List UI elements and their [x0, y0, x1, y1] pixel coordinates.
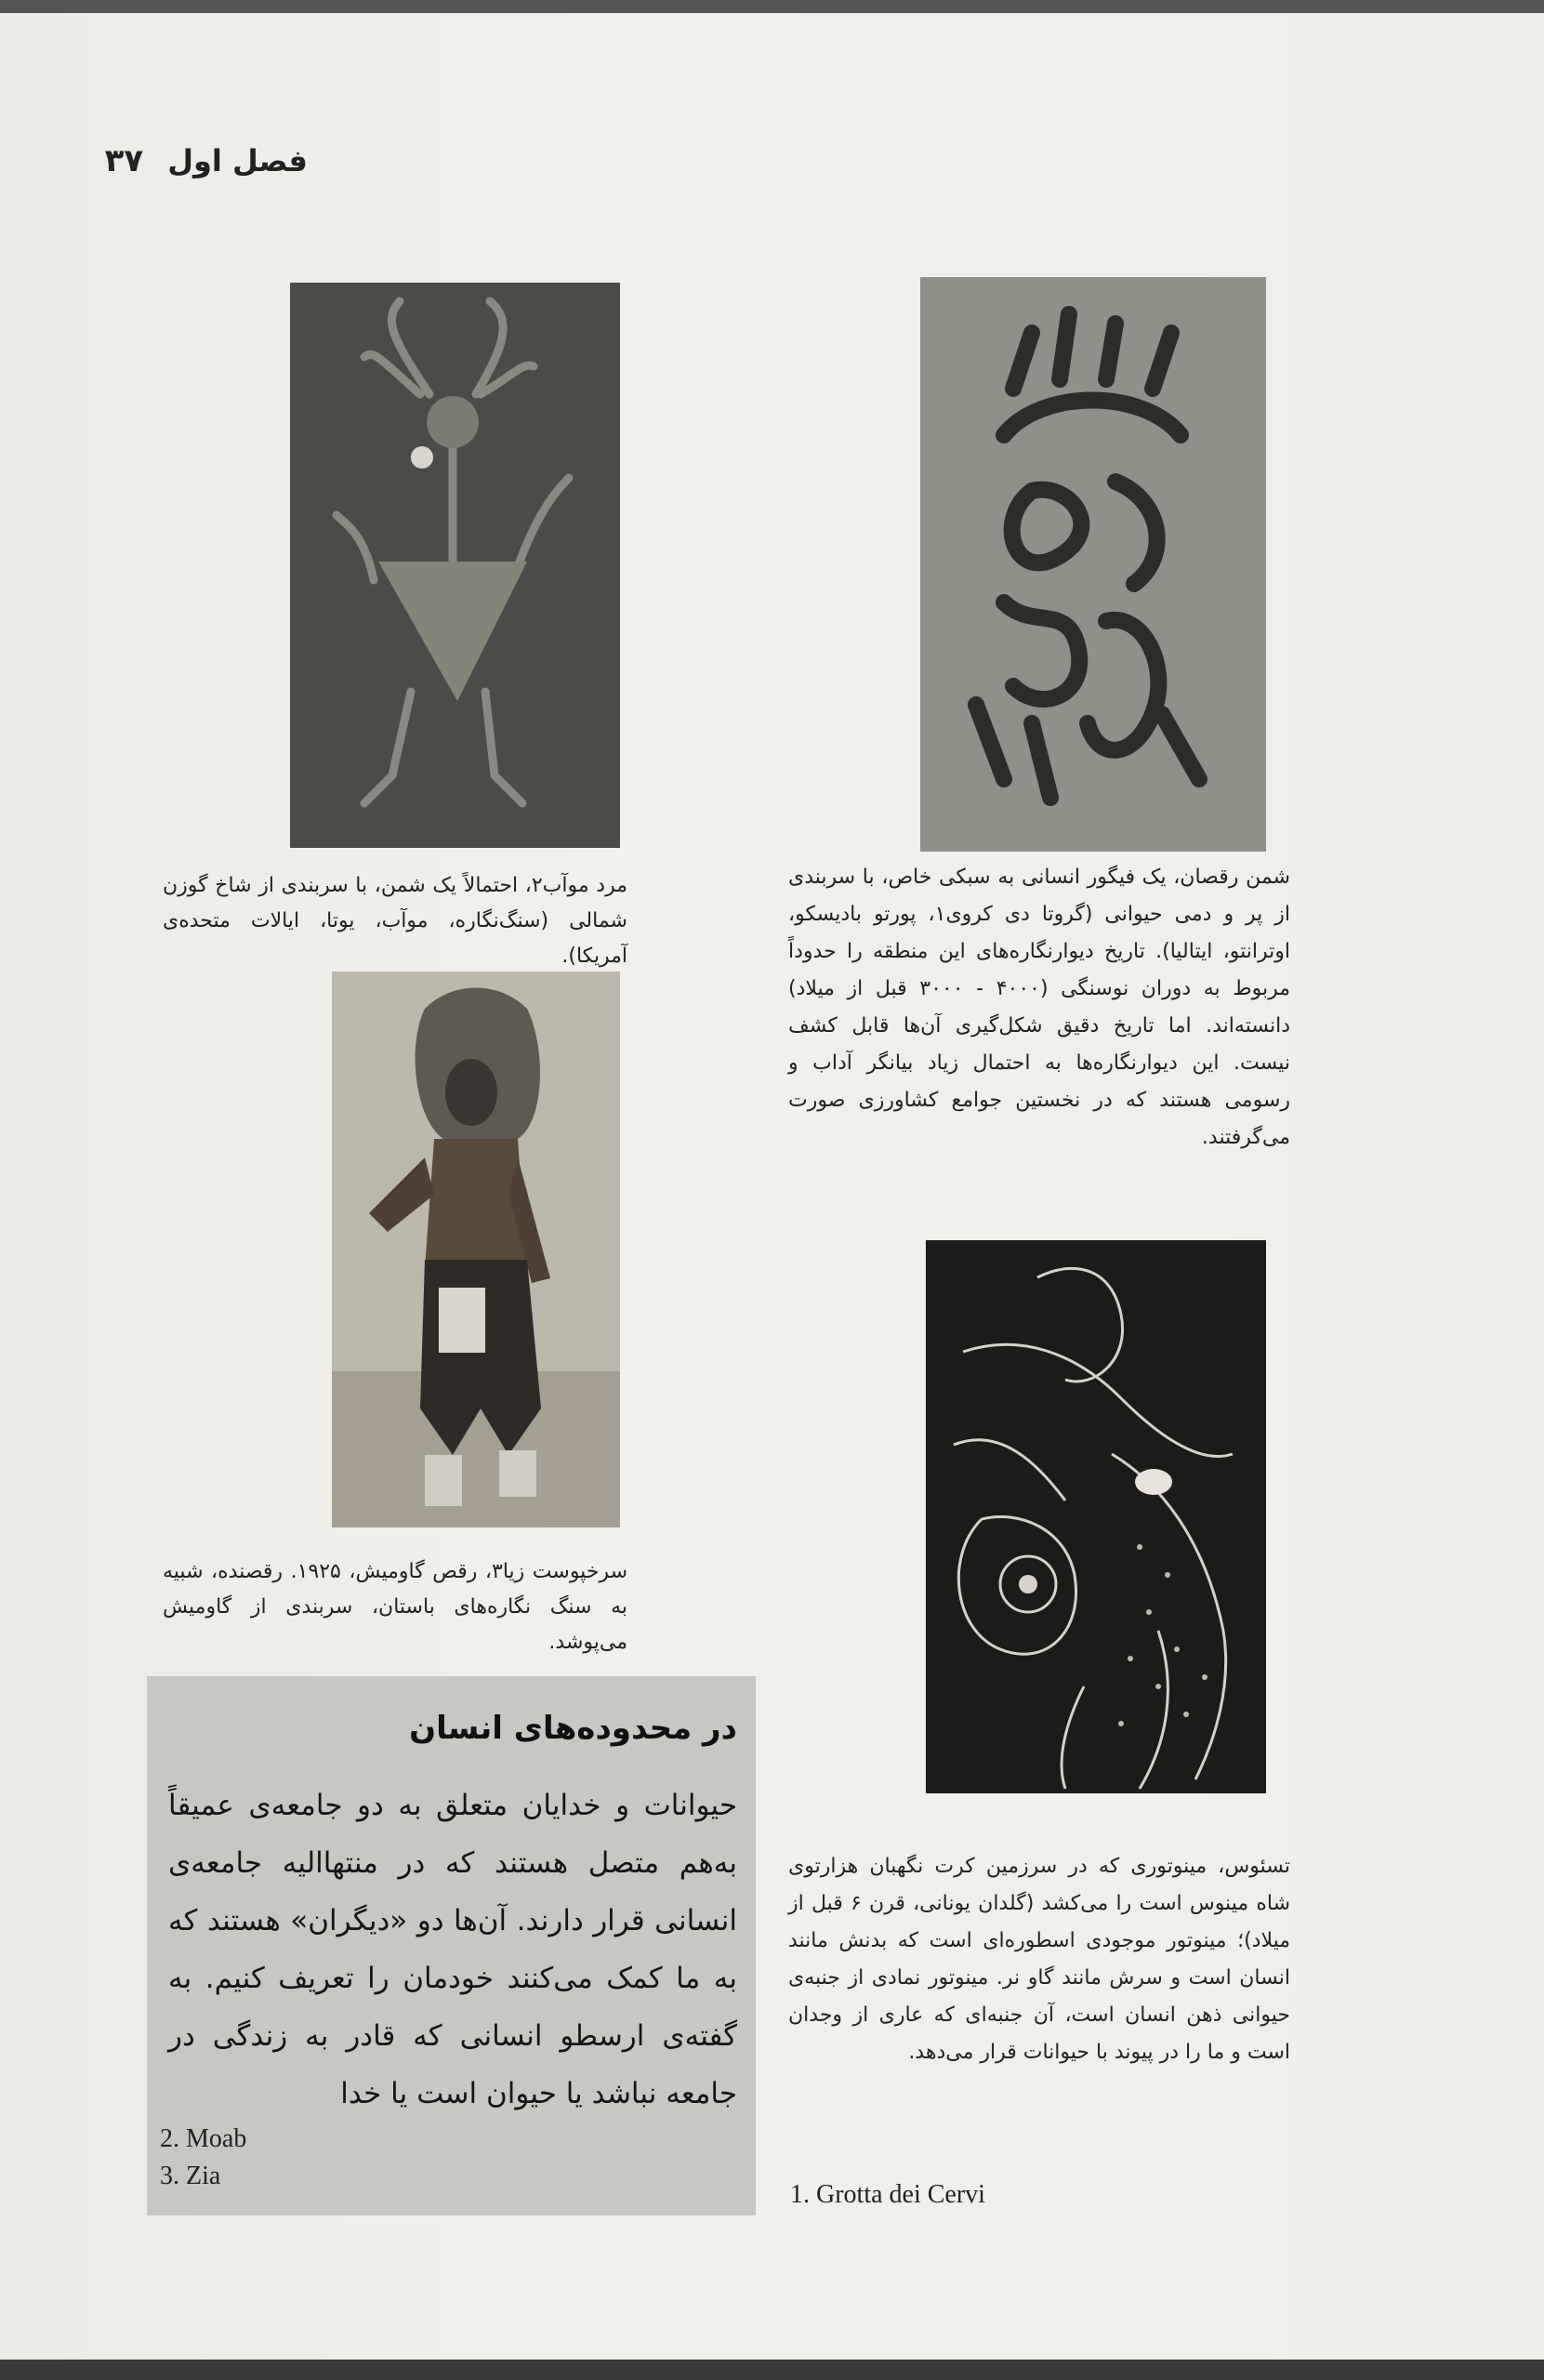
page-edge-top	[0, 0, 1544, 13]
zia-caption: سرخپوست زیا۳، رقص گاومیش، ۱۹۲۵. رقصنده، شبیه به سنگ نگاره‌های باستان، سربندی از گاومیش می‌پوشد.	[163, 1560, 627, 1654]
theseus-caption: تسئوس، مینوتوری که در سرزمین کرت نگهبان هزارتوی شاه مینوس است را می‌کشد (گلدان یونانی، قرن ۶ قبل از میلاد)؛ مینوتور موجودی اسطوره‌ای است که بدنش مانند انسان است و سرش مانند گاو نر. مینوتور نمادی از جنبه‌ی حیوانی ذهن انسان است، آن جنبه‌ای که عاری از وجدان است و ما را در پیوند با حیوانات قرار می‌دهد.	[788, 1855, 1291, 2064]
zia-buffalo-dancer-photo	[332, 972, 620, 1527]
sidebar-body: حیوانات و خدایان متعلق به دو جامعه‌ی عمیقاً به‌هم متصل هستند که در منتهاالیه جامعه‌ی انسانی قرار دارند. آن‌ها دو «دیگران» هستند که به ما کمک می‌کنند خودمان را تعریف کنیم. به گفته‌ی ارسطو انسانی که قادر به زندگی در جامعه نباشد یا حیوان است یا خدا	[168, 1789, 737, 2110]
chapter-title: فصل اول	[167, 143, 308, 178]
footnote-zia: 3. Zia	[160, 2162, 221, 2190]
grotta-cave-painting-photo	[920, 277, 1266, 852]
running-header	[103, 138, 308, 184]
footnote-grotta: 1. Grotta dei Cervi	[790, 2180, 985, 2209]
page-number: ۳۷	[104, 142, 144, 179]
theseus-minotaur-vase-photo	[926, 1240, 1266, 1793]
moab-caption: مرد موآب۲، احتمالاً یک شمن، با سربندی از شاخ گوزن شمالی (سنگ‌نگاره، موآب، یوتا، ایالات متحده‌ی آمریکا).	[163, 874, 627, 968]
moab-petroglyph-photo	[290, 283, 620, 848]
footnote-moab: 2. Moab	[160, 2124, 247, 2153]
page-edge-bottom	[0, 2360, 1544, 2380]
grotta-caption: شمن رقصان، یک فیگور انسانی به سبکی خاص، با سربندی از پر و دمی حیوانی (گروتا دی کروی۱، پورتو بادیسکو، اوترانتو، ایتالیا). تاریخ دیوارنگاره‌های این منطقه را حدوداً مربوط به دوران نوسنگی (۴۰۰۰ - ۳۰۰۰ قبل از میلاد) دانسته‌اند. اما تاریخ دقیق شکل‌گیری آن‌ها قابل کشف نیست. این دیوارنگاره‌ها به احتمال زیاد بیانگر آداب و رسومی هستند که در نخستین جوامع کشاورزی صورت می‌گرفتند.	[788, 866, 1290, 1149]
sidebar-title: در محدوده‌های انسان	[409, 1710, 737, 1747]
